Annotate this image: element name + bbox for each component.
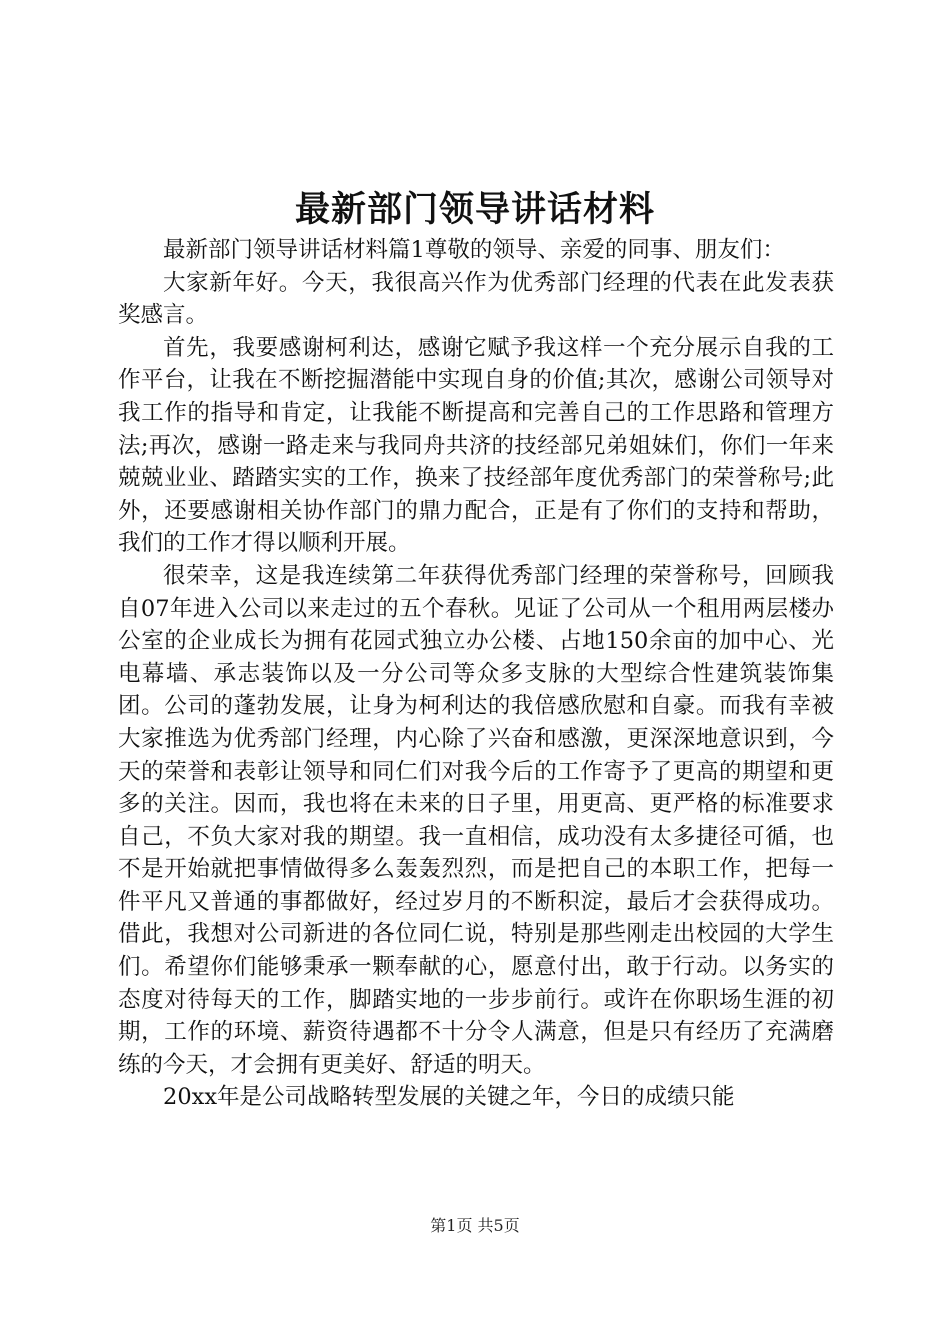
paragraph-greeting: 大家新年好。今天，我很高兴作为优秀部门经理的代表在此发表获奖感言。 [118, 269, 834, 329]
paragraph-outlook: 20xx年是公司战略转型发展的关键之年，今日的成绩只能 [163, 1084, 735, 1111]
page-footer: 第1页 共5页 [430, 1216, 520, 1235]
paragraph-thanks: 首先，我要感谢柯利达，感谢它赋予我这样一个充分展示自我的工作平台，让我在不断挖掘潜能中实现自身的价值;其次，感谢公司领导对我工作的指导和肯定，让我能不断提高和完善自己的工作思路和管理方法;再次，感谢一路走来与我同舟共济的技经部兄弟姐妹们，你们一年来兢兢业业、踏踏实实的工作，换来了技经部年度优秀部门的荣誉称号;此外，还要感谢相关协作部门的鼎力配合，正是有了你们的支持和帮助，我们的工作才得以顺利开展。 [118, 334, 834, 557]
paragraph-salutation: 最新部门领导讲话材料篇1尊敬的领导、亲爱的同事、朋友们： [163, 237, 785, 263]
paragraph-honor: 很荣幸，这是我连续第二年获得优秀部门经理的荣誉称号，回顾我自07年进入公司以来走过的五个春秋。见证了公司从一个租用两层楼办公室的企业成长为拥有花园式独立办公楼、占地150余亩的加中心、光电幕墙、承志装饰以及一分公司等众多支脉的大型综合性建筑装饰集团。公司的蓬勃发展，让身为柯利达的我倍感欣慰和自豪。而我有幸被大家推选为优秀部门经理，内心除了兴奋和感激，更深深地意识到，今天的荣誉和表彰让领导和同仁们对我今后的工作寄予了更高的期望和更多的关注。因而，我也将在未来的日子里，用更高、更严格的标准要求自己，不负大家对我的期望。我一直相信，成功没有太多捷径可循，也不是开始就把事情做得多么轰轰烈烈，而是把自己的本职工作，把每一件平凡又普通的事都做好，经过岁月的不断积淀，最后才会获得成功。借此，我想对公司新进的各位同仁说，特别是那些刚走出校园的大学生们。希望你们能够秉承一颗奉献的心，愿意付出，敢于行动。以务实的态度对待每天的工作，脚踏实地的一步步前行。或许在你职场生涯的初期，工作的环境、薪资待遇都不十分令人满意，但是只有经历了充满磨练的今天，才会拥有更美好、舒适的明天。 [118, 562, 834, 1078]
document-title: 最新部门领导讲话材料 [294, 189, 655, 230]
document-body [118, 234, 834, 1114]
